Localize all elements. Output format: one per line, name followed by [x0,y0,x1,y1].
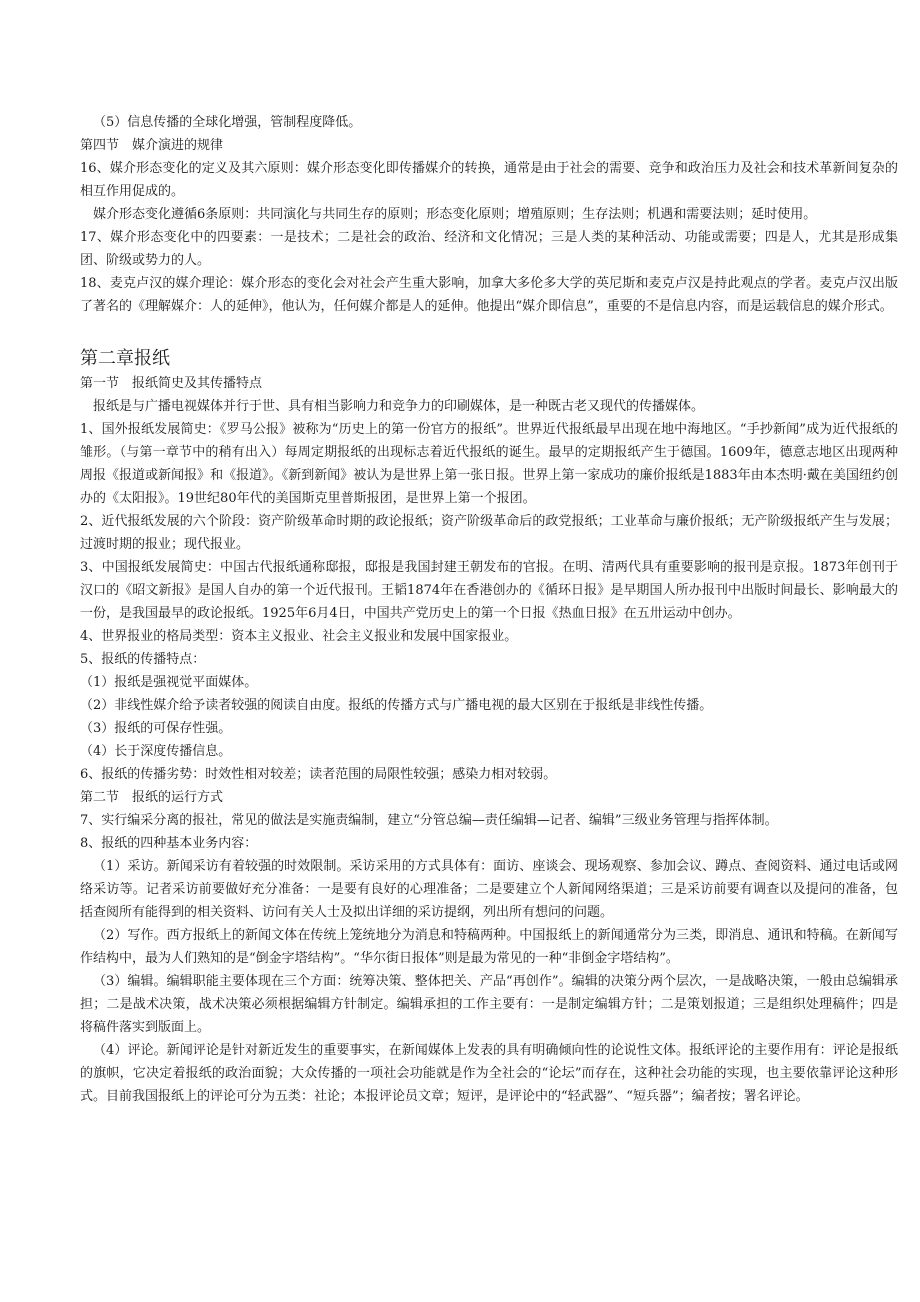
section-heading: 第四节 媒介演进的规律 [80,138,224,153]
list-item: （5）信息传播的全球化增强，管制程度降低。 [93,115,362,130]
list-item: （2）非线性媒介给予读者较强的阅读自由度。报纸的传播方式与广播电视的最大区别在于报纸是非线性传播。 [80,698,713,713]
paragraph: 18、麦克卢汉的媒介理论：媒介形态的变化会对社会产生重大影响，加拿大多伦多大学的英尼斯和麦克卢汉是持此观点的学者。麦克卢汉出版了著名的《理解媒介：人的延伸》，他认为，任何媒介都是人的延伸。他提出“媒介即信息”，重要的不是信息内容，而是运载信息的媒介形式。 [80,276,898,314]
paragraph: 8、报纸的四种基本业务内容： [80,836,258,851]
paragraph: 报纸是与广播电视媒体并行于世、具有相当影响力和竞争力的印刷媒体，是一种既古老又现代的传播媒体。 [93,399,705,414]
list-item: （2）写作。西方报纸上的新闻文体在传统上笼统地分为消息和特稿两种。中国报纸上的新闻通常分为三类，即消息、通讯和特稿。在新闻写作结构中，最为人们熟知的是“倒金字塔结构”。“华尔街日报体”则是最为常见的一种“非倒金字塔结构”。 [80,928,898,966]
list-item: （1）报纸是强视觉平面媒体。 [80,675,258,690]
list-item: （4）评论。新闻评论是针对新近发生的重要事实，在新闻媒体上发表的具有明确倾向性的论说性文体。报纸评论的主要作用有：评论是报纸的旗帜，它决定着报纸的政治面貌；大众传播的一项社会功能就是作为全社会的“论坛”而存在，这种社会功能的实现，也主要依靠评论这种形式。目前我国报纸上的评论可分为五类：社论；本报评论员文章；短评，是评论中的“轻武器”、“短兵器”；编者按；署名评论。 [80,1043,898,1104]
list-item: （4）长于深度传播信息。 [80,744,232,759]
list-item: （3）报纸的可保存性强。 [80,721,232,736]
paragraph: 7、实行编采分离的报社，常见的做法是实施责编制，建立“分管总编—责任编辑—记者、编辑”三级业务管理与指挥体制。 [80,813,778,828]
paragraph: 1、国外报纸发展简史：《罗马公报》被称为“历史上的第一份官方的报纸”。世界近代报纸最早出现在地中海地区。“手抄新闻”成为近代报纸的雏形。（与第一章节中的稍有出入）每周定期报纸的出现标志着近代报纸的诞生。最早的定期报纸产生于德国。1609年，德意志地区出现两种周报《报道或新闻报》和《报道》。《新到新闻》被认为是世界上第一张日报。世界上第一家成功的廉价报纸是1883年由本杰明·戴在美国纽约创办的《太阳报》。19世纪80年代的美国斯克里普斯报团，是世界上第一个报团。 [80,422,898,506]
chapter-title: 第二章报纸 [80,348,170,369]
paragraph: 16、媒介形态变化的定义及其六原则：媒介形态变化即传播媒介的转换，通常是由于社会的需要、竞争和政治压力及社会和技术革新间复杂的相互作用促成的。 [80,161,898,199]
section-heading: 第一节 报纸简史及其传播特点 [80,376,263,391]
paragraph: 4、世界报业的格局类型：资本主义报业、社会主义报业和发展中国家报业。 [80,629,518,644]
paragraph: 媒介形态变化遵循6条原则：共同演化与共同生存的原则；形态变化原则；增殖原则；生存法则；机遇和需要法则；延时使用。 [93,207,817,222]
paragraph: 3、中国报纸发展简史：中国古代报纸通称邸报，邸报是我国封建王朝发布的官报。在明、清两代具有重要影响的报刊是京报。1873年创刊于汉口的《昭文新报》是国人自办的第一个近代报刊。王韬1874年在香港创办的《循环日报》是早期国人所办报刊中出版时间最长、影响最大的一份，是我国最早的政论报纸。1925年6月4日，中国共产党历史上的第一个日报《热血日报》在五卅运动中创办。 [80,560,898,621]
section-heading: 第二节 报纸的运行方式 [80,790,224,805]
paragraph: 2、近代报纸发展的六个阶段：资产阶级革命时期的政论报纸；资产阶级革命后的政党报纸；工业革命与廉价报纸；无产阶级报纸产生与发展；过渡时期的报业；现代报业。 [80,514,898,552]
list-item: （3）编辑。编辑职能主要体现在三个方面：统筹决策、整体把关、产品“再创作”。编辑的决策分两个层次，一是战略决策，一般由总编辑承担；二是战术决策，战术决策必须根据编辑方针制定。编辑承担的工作主要有：一是制定编辑方针；二是策划报道；三是组织处理稿件；四是将稿件落实到版面上。 [80,974,898,1035]
list-item: （1）采访。新闻采访有着较强的时效限制。采访采用的方式具体有：面访、座谈会、现场观察、参加会议、蹲点、查阅资料、通过电话或网络采访等。记者采访前要做好充分准备：一是要有良好的心理准备；二是要建立个人新闻网络渠道；三是采访前要有调查以及提问的准备，包括查阅所有能得到的相关资料、访问有关人士及拟出详细的采访提纲，列出所有想问的问题。 [80,859,898,920]
paragraph: 6、报纸的传播劣势：时效性相对较差；读者范围的局限性较强；感染力相对较弱。 [80,767,557,782]
paragraph: 17、媒介形态变化中的四要素：一是技术；二是社会的政治、经济和文化情况；三是人类的某种活动、功能或需要；四是人，尤其是形成集团、阶级或势力的人。 [80,230,898,268]
paragraph: 5、报纸的传播特点： [80,652,206,667]
